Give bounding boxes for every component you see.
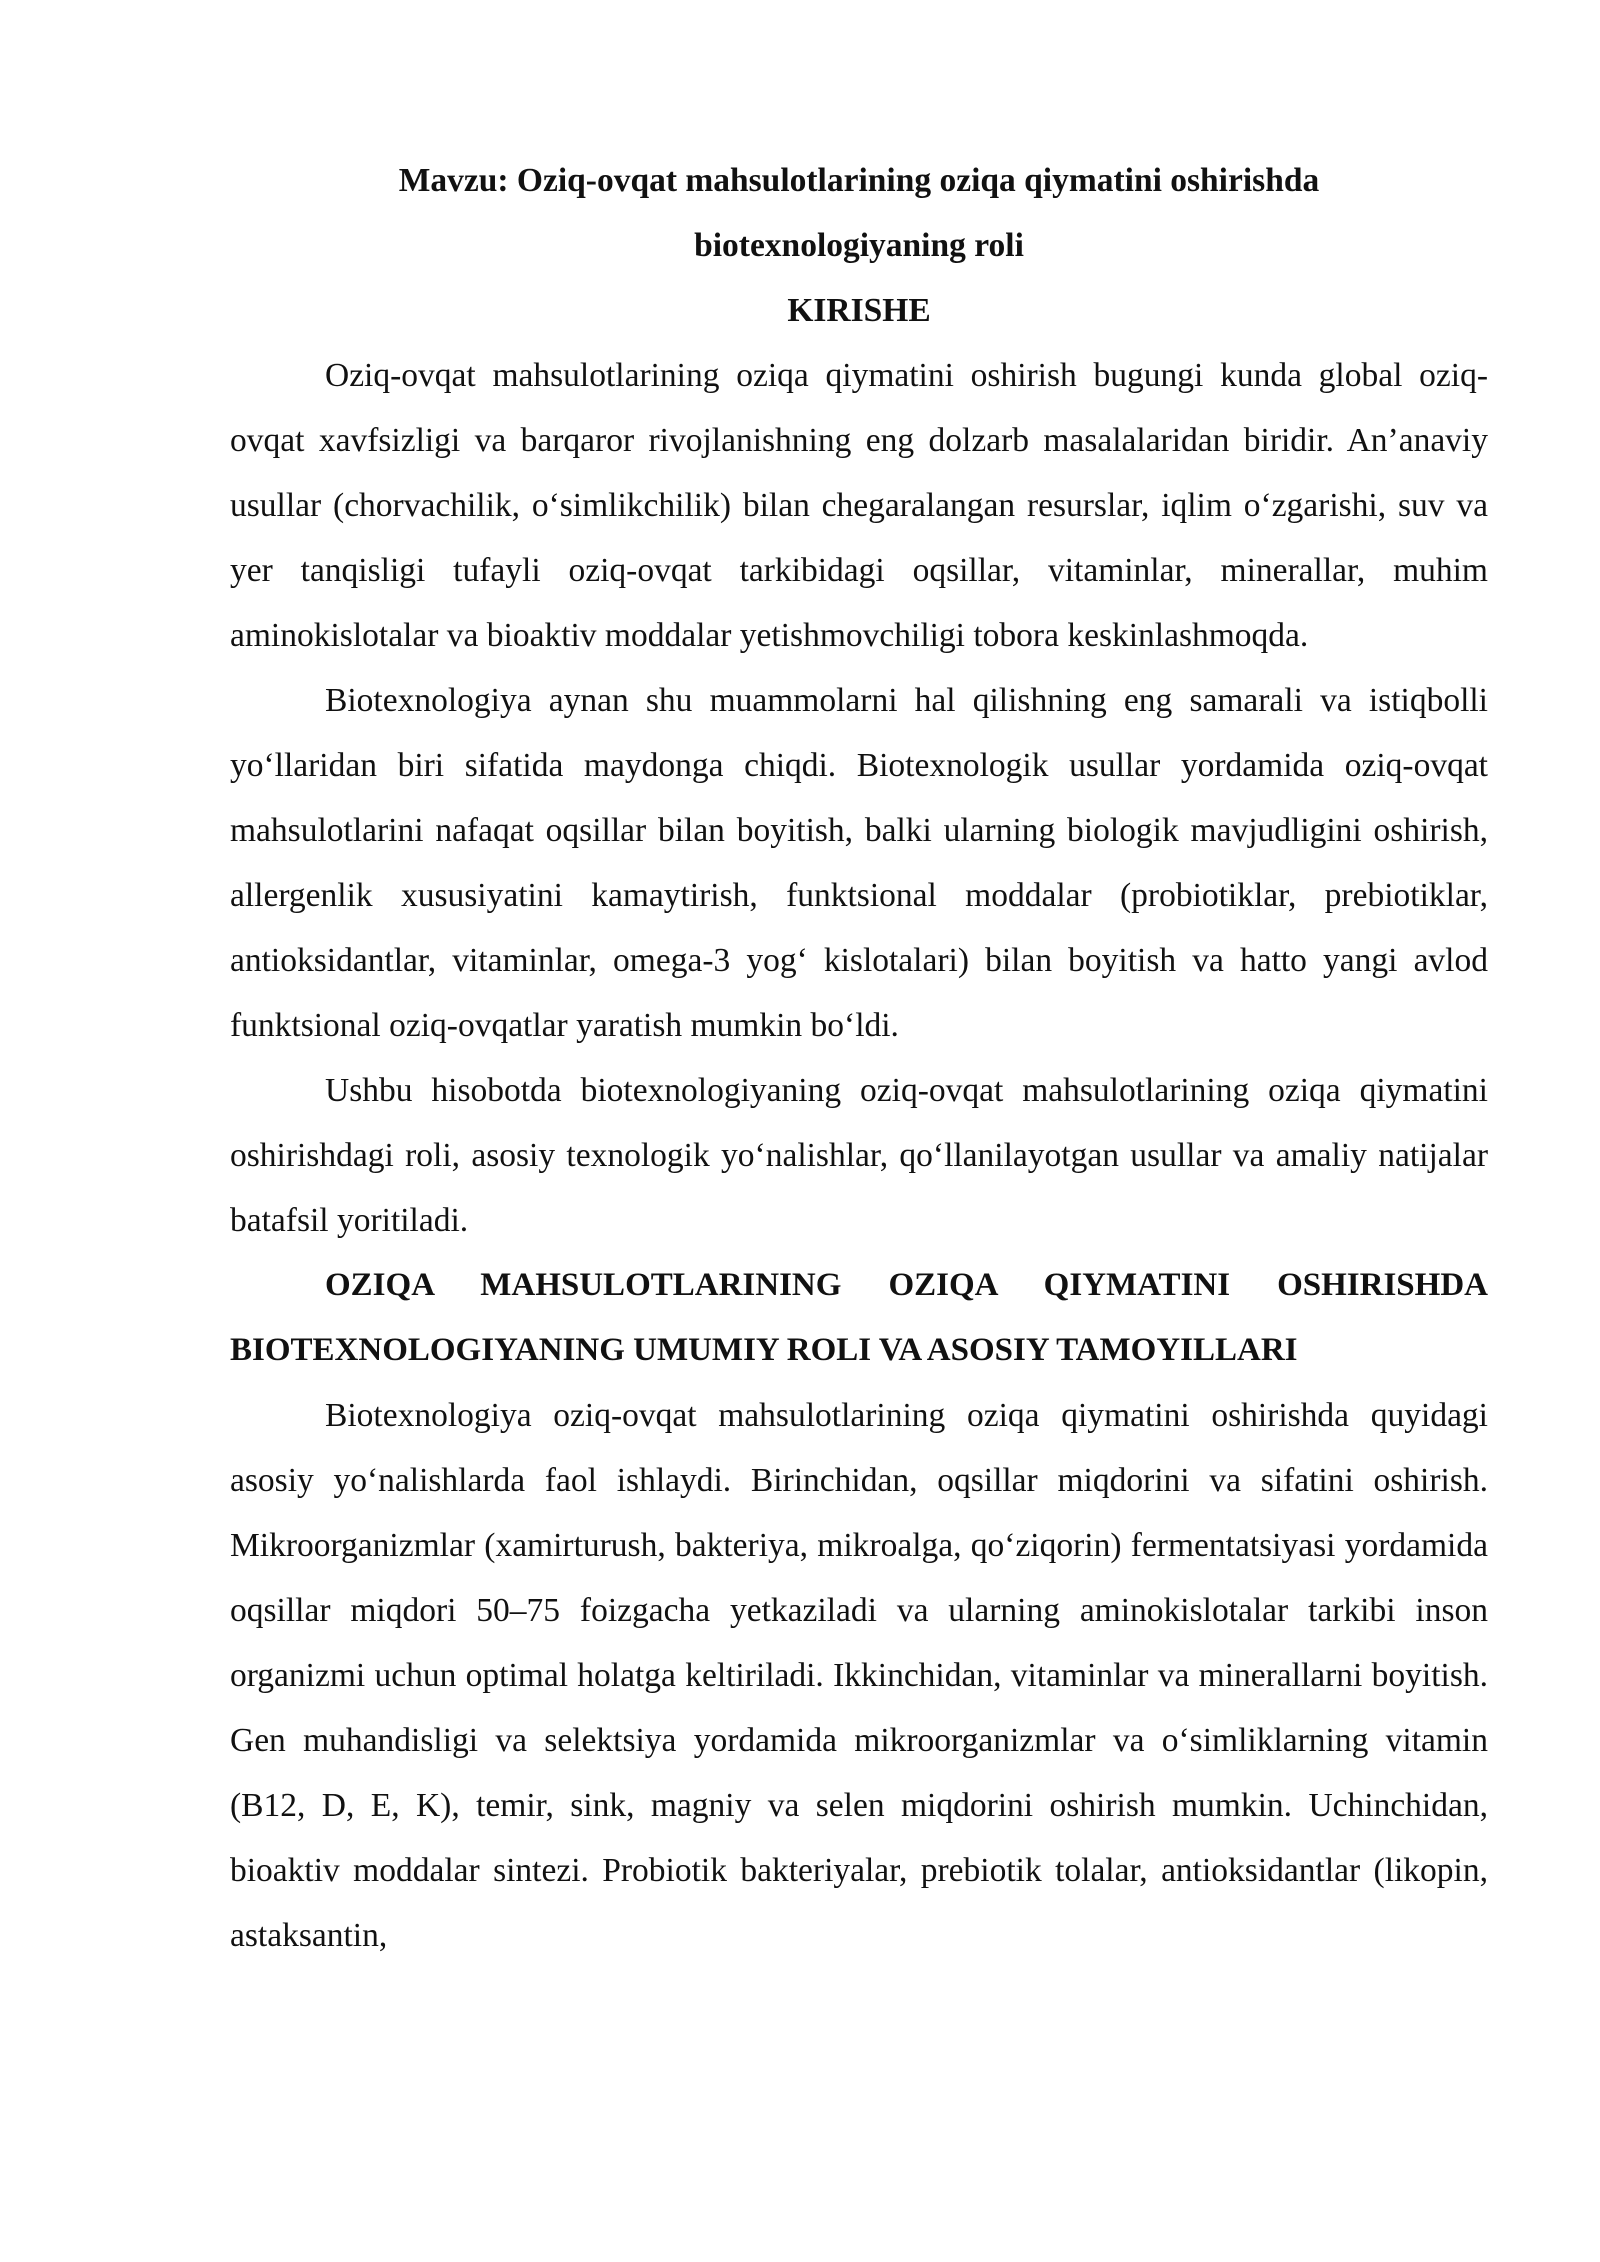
section-paragraph: Biotexnologiya oziq-ovqat mahsulotlarining oziqa qiymatini oshirishda quyidagi asosiy yo‘nalishlarda faol ishlaydi. Birinchidan, oqsillar miqdorini va sifatini oshirish. Mikroorganizmlar (xamirturush, bakteriya, mikroalga, qo‘ziqorin) fermentatsiyasi yordamida oqsillar miqdori 50–75 foizgacha yetkaziladi va ularning aminokislotalar tarkibi inson organizmi uchun optimal holatga keltiriladi. Ikkinchidan, vitaminlar va minerallarni boyitish. Gen muhandisligi va selektsiya yordamida mikroorganizmlar va o‘simliklarning vitamin (B12, D, E, K), temir, sink, magniy va selen miqdorini oshirish mumkin. Uchinchidan, bioaktiv moddalar sintezi. Probiotik bakteriyalar, prebiotik tolalar, antioksidantlar (likopin, astaksantin, [230,1397,1488,1954]
document-page [230,148,1488,1968]
section-heading: OZIQA MAHSULOTLARINING OZIQA QIYMATINI OSHIRISHDA BIOTEXNOLOGIYANING UMUMIY ROLI VA ASOSIY TAMOYILLARI [230,1267,1488,1368]
intro-paragraph-3: Ushbu hisobotda biotexnologiyaning oziq-ovqat mahsulotlarining oziqa qiymatini oshirishdagi roli, asosiy texnologik yo‘nalishlar, qo‘llanilayotgan usullar va amaliy natijalar batafsil yoritiladi. [230,1072,1488,1239]
intro-paragraph-2: Biotexnologiya aynan shu muammolarni hal qilishning eng samarali va istiqbolli yo‘llaridan biri sifatida maydonga chiqdi. Biotexnologik usullar yordamida oziq-ovqat mahsulotlarini nafaqat oqsillar bilan boyitish, balki ularning biologik mavjudligini oshirish, allergenlik xususiyatini kamaytirish, funktsional moddalar (probiotiklar, prebiotiklar, antioksidantlar, vitaminlar, omega-3 yog‘ kislotalari) bilan boyitish va hatto yangi avlod funktsional oziq-ovqatlar yaratish mumkin bo‘ldi. [230,682,1488,1044]
intro-paragraph-1: Oziq-ovqat mahsulotlarining oziqa qiymatini oshirish bugungi kunda global oziq-ovqat xavfsizligi va barqaror rivojlanishning eng dolzarb masalalaridan biridir. An’anaviy usullar (chorvachilik, o‘simlikchilik) bilan chegaralangan resurslar, iqlim o‘zgarishi, suv va yer tanqisligi tufayli oziq-ovqat tarkibidagi oqsillar, vitaminlar, minerallar, muhim aminokislotalar va bioaktiv moddalar yetishmovchiligi tobora keskinlashmoqda. [230,357,1488,654]
intro-heading: KIRISHE [787,292,931,329]
document-title: Mavzu: Oziq-ovqat mahsulotlarining oziqa qiymatini oshirishda biotexnologiyaning roli [398,162,1320,264]
